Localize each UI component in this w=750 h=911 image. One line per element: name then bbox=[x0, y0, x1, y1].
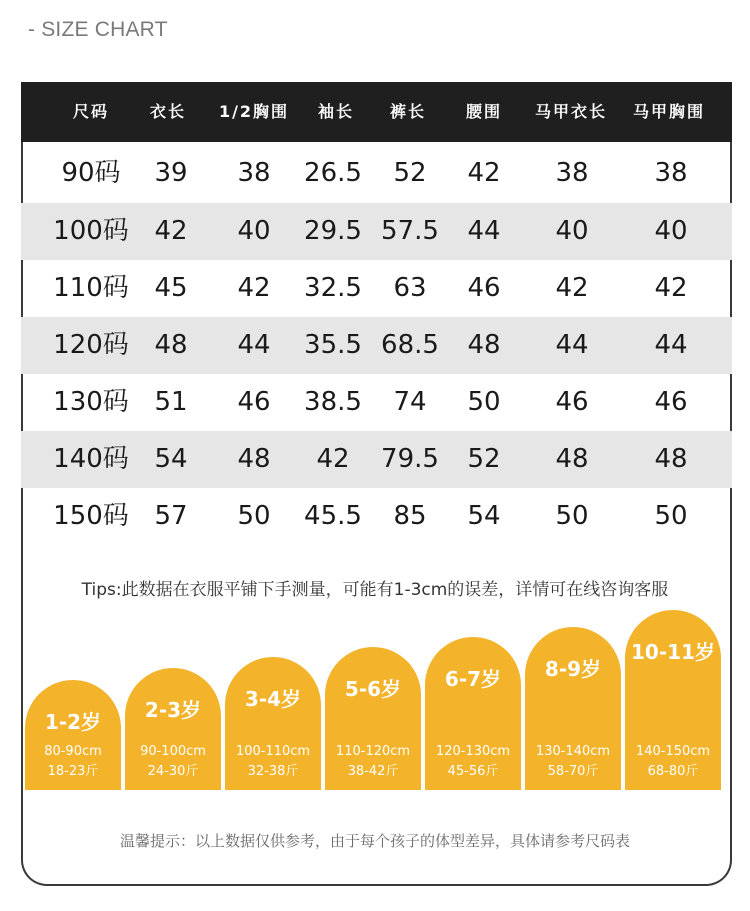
measurement-cell: 44 bbox=[654, 330, 688, 360]
height-range: 100-110cm bbox=[235, 744, 311, 759]
height-range: 110-120cm bbox=[335, 744, 411, 759]
measurement-cell: 54 bbox=[467, 501, 501, 531]
table-row bbox=[21, 145, 732, 202]
measurement-cell: 42 bbox=[555, 273, 589, 303]
measurement-cell: 42 bbox=[154, 216, 188, 246]
column-header: 1/2胸围 bbox=[218, 102, 290, 121]
measurement-cell: 48 bbox=[154, 330, 188, 360]
table-row bbox=[21, 203, 732, 260]
measurement-cell: 40 bbox=[237, 216, 271, 246]
measurement-cell: 39 bbox=[154, 158, 188, 188]
weight-range: 68-80斤 bbox=[647, 764, 699, 779]
column-header: 腰围 bbox=[465, 102, 503, 121]
measurement-cell: 42 bbox=[467, 158, 501, 188]
weight-range: 24-30斤 bbox=[147, 764, 199, 779]
measurement-cell: 45 bbox=[154, 273, 188, 303]
measurement-cell: 29.5 bbox=[304, 216, 362, 246]
column-header: 衣长 bbox=[149, 102, 187, 121]
age-group-badge bbox=[125, 668, 221, 790]
age-group-badge bbox=[25, 680, 121, 790]
measurement-cell: 32.5 bbox=[304, 273, 362, 303]
age-group-badge bbox=[225, 657, 321, 790]
column-header: 尺码 bbox=[72, 102, 110, 121]
measurement-cell: 54 bbox=[154, 444, 188, 474]
table-row bbox=[21, 488, 732, 545]
measurement-cell: 42 bbox=[237, 273, 271, 303]
table-row bbox=[21, 374, 732, 431]
height-range: 140-150cm bbox=[635, 744, 711, 759]
measurement-cell: 38 bbox=[654, 158, 688, 188]
measurement-cell: 46 bbox=[467, 273, 501, 303]
measurement-cell: 50 bbox=[237, 501, 271, 531]
footnote-text: 温馨提示：以上数据仅供参考，由于每个孩子的体型差异，具体请参考尺码表 bbox=[119, 832, 630, 850]
height-range: 90-100cm bbox=[140, 744, 206, 759]
measurement-cell: 50 bbox=[555, 501, 589, 531]
age-label: 10-11岁 bbox=[631, 640, 715, 664]
size-cell: 100码 bbox=[53, 216, 129, 246]
age-group-badge bbox=[525, 627, 621, 790]
measurement-cell: 48 bbox=[467, 330, 501, 360]
weight-range: 45-56斤 bbox=[447, 764, 499, 779]
measurement-cell: 79.5 bbox=[381, 444, 439, 474]
size-cell: 90码 bbox=[61, 158, 121, 188]
age-group-badge bbox=[325, 647, 421, 790]
measurement-cell: 45.5 bbox=[304, 501, 362, 531]
tips-text: Tips:此数据在衣服平铺下手测量，可能有1-3cm的误差，详情可在线咨询客服 bbox=[81, 580, 669, 600]
size-cell: 140码 bbox=[53, 444, 129, 474]
measurement-cell: 57.5 bbox=[381, 216, 439, 246]
age-label: 6-7岁 bbox=[444, 667, 502, 691]
measurement-cell: 26.5 bbox=[304, 158, 362, 188]
measurement-cell: 52 bbox=[467, 444, 501, 474]
measurement-cell: 38 bbox=[237, 158, 271, 188]
measurement-cell: 50 bbox=[467, 387, 501, 417]
column-header: 马甲衣长 bbox=[534, 102, 608, 121]
measurement-cell: 85 bbox=[393, 501, 427, 531]
measurement-cell: 46 bbox=[654, 387, 688, 417]
size-cell: 110码 bbox=[53, 273, 129, 303]
measurement-cell: 44 bbox=[555, 330, 589, 360]
measurement-cell: 42 bbox=[654, 273, 688, 303]
page-title: - SIZE CHART bbox=[28, 18, 168, 41]
measurement-cell: 48 bbox=[555, 444, 589, 474]
measurement-cell: 40 bbox=[654, 216, 688, 246]
measurement-cell: 42 bbox=[316, 444, 350, 474]
height-range: 130-140cm bbox=[535, 744, 611, 759]
measurement-cell: 40 bbox=[555, 216, 589, 246]
age-group-badge bbox=[625, 610, 721, 790]
measurement-cell: 57 bbox=[154, 501, 188, 531]
age-label: 8-9岁 bbox=[544, 657, 602, 681]
measurement-cell: 38 bbox=[555, 158, 589, 188]
measurement-cell: 35.5 bbox=[304, 330, 362, 360]
weight-range: 18-23斤 bbox=[47, 764, 99, 779]
measurement-cell: 46 bbox=[237, 387, 271, 417]
size-cell: 120码 bbox=[53, 330, 129, 360]
measurement-cell: 44 bbox=[237, 330, 271, 360]
measurement-cell: 51 bbox=[154, 387, 188, 417]
table-header bbox=[21, 82, 732, 142]
column-header: 马甲胸围 bbox=[632, 102, 706, 121]
age-label: 5-6岁 bbox=[344, 677, 402, 701]
age-label: 2-3岁 bbox=[144, 698, 202, 722]
age-group-strip bbox=[25, 600, 725, 790]
measurement-cell: 63 bbox=[393, 273, 427, 303]
measurement-cell: 44 bbox=[467, 216, 501, 246]
measurement-cell: 46 bbox=[555, 387, 589, 417]
table-row bbox=[21, 317, 732, 374]
measurement-cell: 48 bbox=[654, 444, 688, 474]
size-cell: 150码 bbox=[53, 501, 129, 531]
measurement-cell: 52 bbox=[393, 158, 427, 188]
measurement-cell: 68.5 bbox=[381, 330, 439, 360]
weight-range: 32-38斤 bbox=[247, 764, 299, 779]
weight-range: 38-42斤 bbox=[347, 764, 399, 779]
measurement-cell: 38.5 bbox=[304, 387, 362, 417]
column-header: 裤长 bbox=[389, 102, 427, 121]
table-row bbox=[21, 431, 732, 488]
height-range: 80-90cm bbox=[44, 744, 102, 759]
measurement-cell: 48 bbox=[237, 444, 271, 474]
measurement-cell: 74 bbox=[393, 387, 427, 417]
size-cell: 130码 bbox=[53, 387, 129, 417]
weight-range: 58-70斤 bbox=[547, 764, 599, 779]
measurement-cell: 50 bbox=[654, 501, 688, 531]
height-range: 120-130cm bbox=[435, 744, 511, 759]
table-row bbox=[21, 260, 732, 317]
age-label: 3-4岁 bbox=[244, 687, 302, 711]
column-header: 袖长 bbox=[317, 102, 355, 121]
age-group-badge bbox=[425, 637, 521, 790]
age-label: 1-2岁 bbox=[44, 710, 102, 734]
